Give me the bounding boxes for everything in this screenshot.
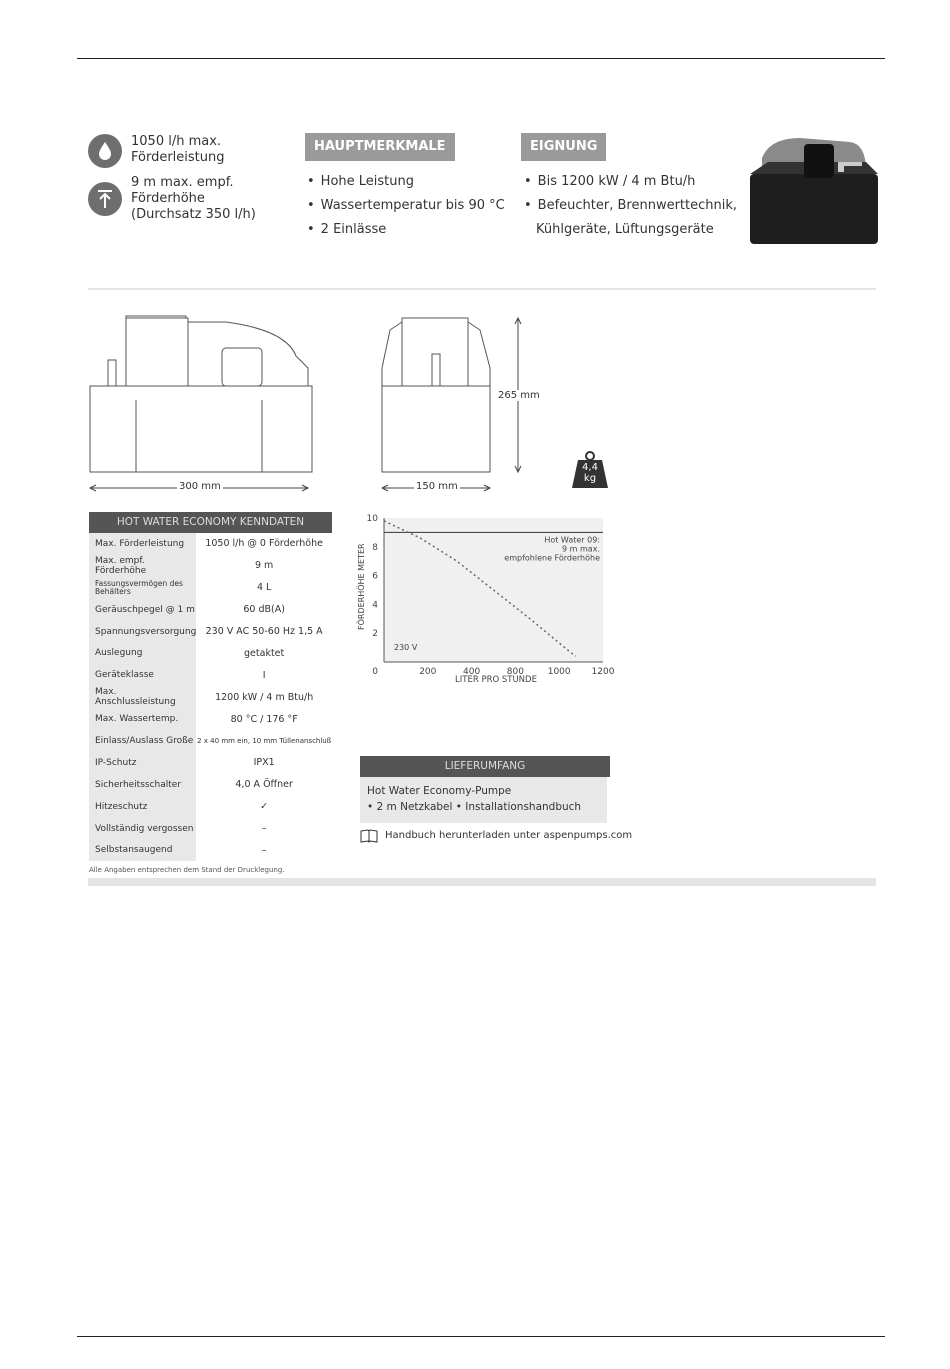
- spec-row: [89, 664, 332, 686]
- spec-row: [89, 555, 332, 577]
- chart-ytick: 4: [372, 600, 378, 611]
- weight-unit: kg: [583, 473, 597, 484]
- spec-key: IP-Schutz: [89, 752, 196, 774]
- book-icon: [360, 829, 378, 843]
- suitability-item: • Bis 1200 kW / 4 m Btu/h: [524, 170, 737, 194]
- spec-value: 4 L: [256, 582, 272, 594]
- bottom-bar: [88, 878, 876, 886]
- spec-row: [89, 796, 332, 818]
- spec-row: [89, 686, 332, 708]
- delivery-title: LIEFERUMFANG: [360, 756, 610, 777]
- head-feature: 9 m max. empf. Förderhöhe (Durchsatz 350 l/h): [131, 175, 256, 222]
- spec-key: Geräuschpegel @ 1 m: [89, 599, 196, 621]
- chart-xtick: 800: [506, 667, 524, 677]
- spec-row: [89, 533, 332, 555]
- spec-footnote: Alle Angaben entsprechen dem Stand der Drucklegung.: [89, 866, 285, 874]
- chart-reference-label: empfohlene Förderhöhe: [504, 553, 600, 563]
- product-photo: [740, 128, 880, 253]
- spec-key: Max. Förderleistung: [89, 533, 196, 555]
- spec-value: getaktet: [244, 647, 285, 659]
- spec-row: [89, 839, 332, 861]
- chart-xtick: 1200: [591, 667, 615, 677]
- chart-annotation: 230 V: [394, 643, 418, 652]
- spec-value: 230 V AC 50-60 Hz 1,5 A: [205, 626, 323, 637]
- main-feature-item: • Hohe Leistung: [307, 170, 505, 194]
- spec-row: [89, 730, 332, 752]
- suitability-title: EIGNUNG: [521, 133, 606, 161]
- main-features-title: HAUPTMERKMALE: [305, 133, 455, 161]
- chart-xtick: 400: [463, 667, 481, 677]
- spec-row: [89, 752, 332, 774]
- spec-row: [89, 621, 332, 643]
- weight-value: 4,4: [582, 462, 598, 473]
- spec-key: Spannungsversorgung: [89, 621, 196, 643]
- spec-key: Geräteklasse: [89, 664, 196, 686]
- spec-value: 1050 l/h @ 0 Förderhöhe: [205, 538, 323, 550]
- arrow-up-icon: [88, 182, 122, 216]
- spec-key: Hitzeschutz: [89, 796, 196, 818]
- spec-table: [89, 533, 332, 861]
- suitability-item: • Befeuchter, Brennwerttechnik,: [524, 194, 737, 218]
- suitability-item: Kühlgeräte, Lüftungsgeräte: [536, 222, 714, 237]
- spec-key: Max. Wassertemp.: [89, 708, 196, 730]
- chart-ytick: 6: [372, 571, 378, 582]
- delivery-line: • 2 m Netzkabel • Installationshandbuch: [367, 801, 582, 813]
- chart-xlabel: LITER PRO STUNDE: [455, 675, 537, 685]
- spec-title: HOT WATER ECONOMY KENNDATEN: [89, 512, 332, 533]
- spec-value: ✓: [260, 801, 269, 813]
- spec-key: Max. Anschlussleistung: [89, 686, 196, 708]
- flow-feature: 1050 l/h max. Förderleistung: [131, 134, 225, 165]
- chart-xtick: 0: [372, 667, 378, 677]
- spec-value: –: [261, 844, 267, 856]
- spec-key: Selbstansaugend: [89, 839, 196, 861]
- chart-ytick: 10: [366, 514, 378, 524]
- spec-row: [89, 818, 332, 840]
- spec-row: [89, 599, 332, 621]
- spec-key: Vollständig vergossen: [89, 818, 196, 840]
- pump-curve-chart: [356, 510, 616, 690]
- spec-value: 80 °C / 176 °F: [230, 713, 298, 725]
- spec-row: [89, 577, 332, 599]
- spec-value: 4,0 A Öffner: [235, 779, 293, 791]
- weight-icon: [570, 450, 610, 490]
- bottom-rule: [77, 1336, 885, 1337]
- spec-value: 1200 kW / 4 m Btu/h: [215, 691, 314, 703]
- main-features-list: [307, 170, 505, 242]
- suitability-list: [524, 170, 737, 242]
- spec-key: Max. empf. Förderhöhe: [89, 555, 196, 577]
- height-dimension: 265 mm: [498, 390, 540, 401]
- spec-value: 60 dB(A): [243, 604, 285, 616]
- spec-key: Sicherheitsschalter: [89, 774, 196, 796]
- chart-xtick: 200: [419, 667, 437, 677]
- water-drop-icon: [88, 134, 122, 168]
- spec-value: –: [261, 823, 267, 835]
- chart-reference-label: Hot Water 09:: [544, 535, 600, 545]
- spec-value: 2 x 40 mm ein, 10 mm Tüllenanschluß: [197, 736, 332, 745]
- chart-ylabel: FÖRDERHÖHE METER: [357, 543, 366, 630]
- chart-ytick: 8: [372, 542, 378, 553]
- spec-row: [89, 708, 332, 730]
- spec-row: [89, 774, 332, 796]
- chart-ytick: 2: [372, 629, 378, 640]
- delivery-body: [360, 777, 607, 823]
- spec-key: Einlass/Auslass Große: [89, 730, 196, 752]
- chart-xtick: 1000: [547, 667, 571, 677]
- width-dimension: 300 mm: [179, 481, 221, 492]
- section-divider: [88, 288, 876, 290]
- chart-reference-label: 9 m max.: [562, 544, 600, 554]
- main-feature-item: • 2 Einlässe: [307, 218, 505, 242]
- spec-value: 9 m: [254, 560, 274, 572]
- front-view-drawing: [380, 308, 500, 498]
- depth-dimension: 150 mm: [416, 481, 458, 492]
- delivery-line: Hot Water Economy-Pumpe: [367, 785, 512, 797]
- main-feature-item: • Wassertemperatur bis 90 °C: [307, 194, 505, 218]
- spec-value: IPX1: [253, 757, 275, 769]
- side-view-drawing: [86, 308, 316, 498]
- manual-download-link[interactable]: Handbuch herunterladen unter aspenpumps.com: [385, 830, 633, 841]
- spec-value: I: [262, 669, 266, 681]
- top-rule: [77, 58, 885, 59]
- spec-key: Fassungsvermögen des Behälters: [89, 577, 196, 599]
- spec-row: [89, 642, 332, 664]
- spec-key: Auslegung: [89, 642, 196, 664]
